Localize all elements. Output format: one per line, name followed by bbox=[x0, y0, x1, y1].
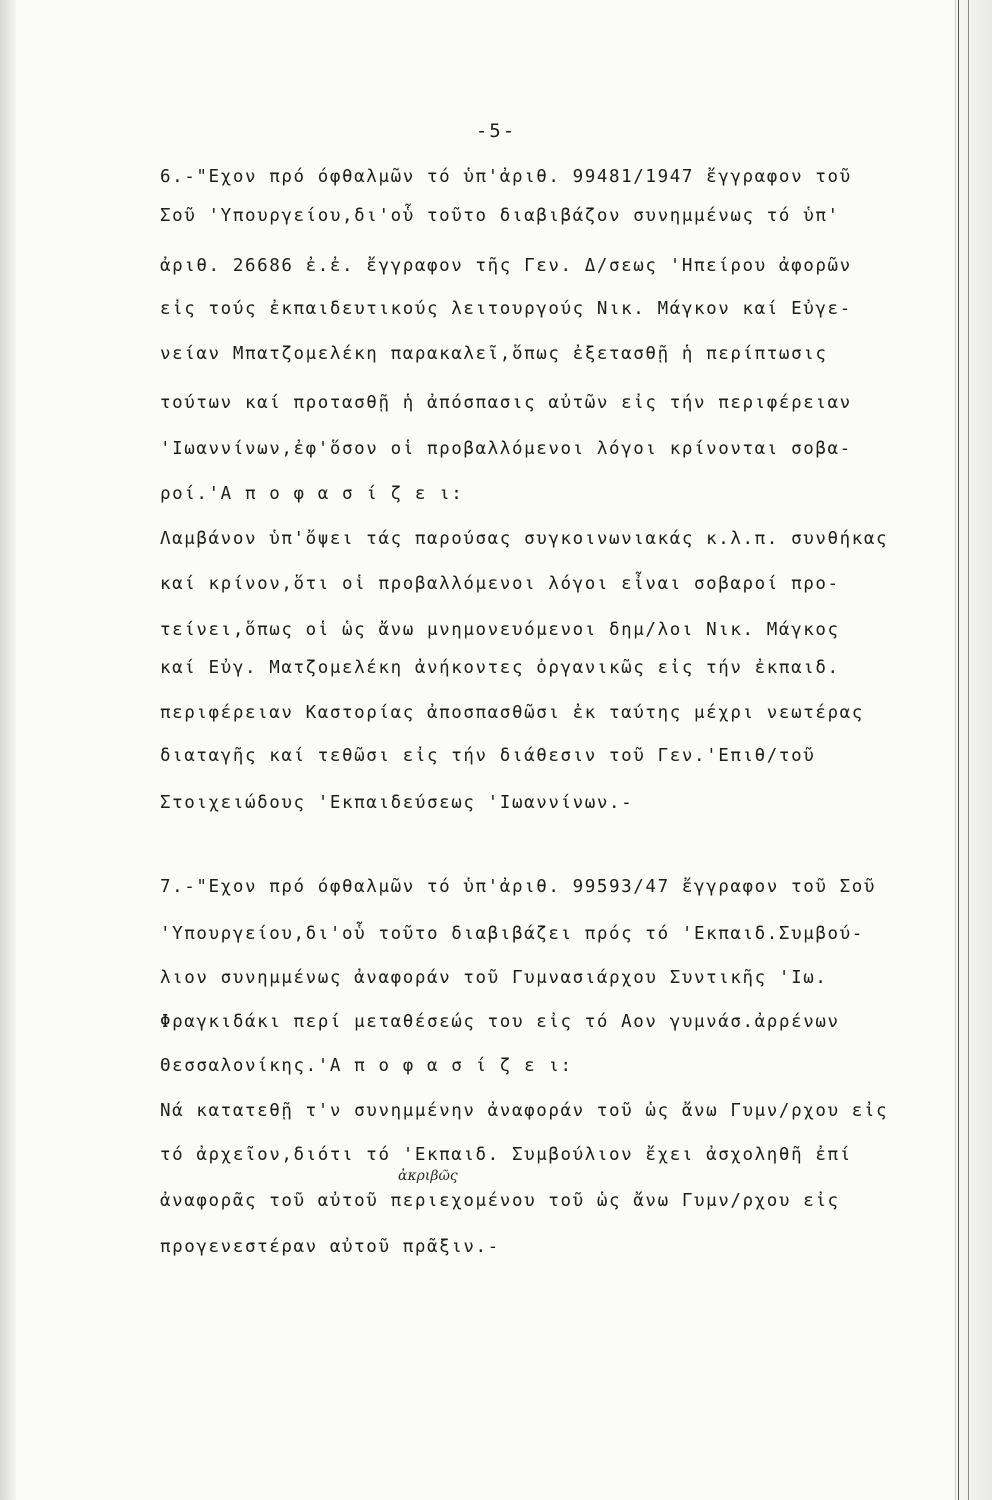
handwritten-insertion: ἀκριβῶς bbox=[398, 1168, 458, 1184]
text-line: τείνει,ὅπως οἱ ὡς ἄνω μνημονευόμενοι δημ/λοι Νικ. Μάγκος bbox=[160, 620, 840, 640]
text-line: 'Υπουργείου,δι'οὗ τοῦτο διαβιβάζει πρός τό 'Εκπαιδ.Συμβού- bbox=[160, 924, 864, 944]
text-line: καί Εὐγ. Ματζομελέκη ἀνήκοντες ὀργανικῶς εἰς τήν ἐκπαιδ. bbox=[160, 658, 840, 678]
text-line: ἀναφορᾶς τοῦ αὐτοῦ περιεχομένου τοῦ ὡς ἄνω Γυμν/ρχου εἰς bbox=[160, 1191, 840, 1211]
text-line: διαταγῆς καί τεθῶσι εἰς τήν διάθεσιν τοῦ Γεν.'Επιθ/τοῦ bbox=[160, 746, 816, 766]
page-number: -5- bbox=[475, 120, 517, 142]
text-line: Φραγκιδάκι περί μεταθέσεώς του εἰς τό Αον γυμνάσ.ἀρρένων bbox=[160, 1012, 840, 1032]
text-line: νείαν Μπατζομελέκη παρακαλεῖ,ὅπως ἐξετασθῇ ἡ περίπτωσις bbox=[160, 344, 828, 364]
text-line: ἀριθ. 26686 ἐ.ἐ. ἔγγραφον τῆς Γεν. Δ/σεως 'Ηπείρου ἀφορῶν bbox=[160, 256, 852, 276]
text-line: ροί.'Α π ο φ α σ ί ζ ε ι: bbox=[160, 484, 464, 504]
binding-line bbox=[958, 0, 959, 1500]
text-line: Σοῦ 'Υπουργείου,δι'οὗ τοῦτο διαβιβάζον συνημμένως τό ὑπ' bbox=[160, 206, 840, 226]
page-right-edge bbox=[955, 0, 992, 1500]
text-line: καί κρίνον,ὅτι οἱ προβαλλόμενοι λόγοι εἶναι σοβαροί προ- bbox=[160, 574, 840, 594]
text-line: τούτων καί προτασθῇ ἡ ἀπόσπασις αὐτῶν εἰς τήν περιφέρειαν bbox=[160, 393, 852, 413]
text-line: Νά κατατεθῇ τ'ν συνημμένην ἀναφοράν τοῦ ὡς ἄνω Γυμν/ρχου εἰς bbox=[160, 1101, 889, 1121]
text-line: τό ἀρχεῖον,διότι τό 'Εκπαιδ. Συμβούλιον ἔχει ἀσχοληθῆ ἐπί bbox=[160, 1145, 852, 1165]
text-line: 7.-"Εχον πρό όφθαλμῶν τό ὑπ'ἀριθ. 99593/47 ἔγγραφον τοῦ Σοῦ bbox=[160, 877, 877, 897]
text-line: Στοιχειώδους 'Εκπαιδεύσεως 'Ιωαννίνων.- bbox=[160, 793, 634, 813]
text-line: Λαμβάνον ὑπ'ὄψει τάς παρούσας συγκοινωνιακάς κ.λ.π. συνθήκας bbox=[160, 529, 889, 549]
text-line: 6.-"Εχον πρό όφθαλμῶν τό ὑπ'ἀριθ. 99481/1947 ἔγγραφον τοῦ bbox=[160, 167, 852, 187]
text-line: λιον συνημμένως ἀναφοράν τοῦ Γυμνασιάρχου Συντικῆς 'Ιω. bbox=[160, 968, 828, 988]
binding-line bbox=[968, 0, 969, 1500]
text-line: εἰς τούς ἐκπαιδευτικούς λειτουργούς Νικ. Μάγκον καί Εὐγε- bbox=[160, 299, 852, 319]
text-line: περιφέρειαν Καστορίας ἀποσπασθῶσι ἐκ ταύτης μέχρι νεωτέρας bbox=[160, 703, 864, 723]
text-line: 'Ιωαννίνων,ἐφ'ὅσον οἱ προβαλλόμενοι λόγοι κρίνονται σοβα- bbox=[160, 439, 852, 459]
page-left-shadow bbox=[0, 0, 16, 1500]
text-line: προγενεστέραν αὐτοῦ πρᾶξιν.- bbox=[160, 1237, 500, 1257]
text-line: Θεσσαλονίκης.'Α π ο φ α σ ί ζ ε ι: bbox=[160, 1056, 573, 1076]
